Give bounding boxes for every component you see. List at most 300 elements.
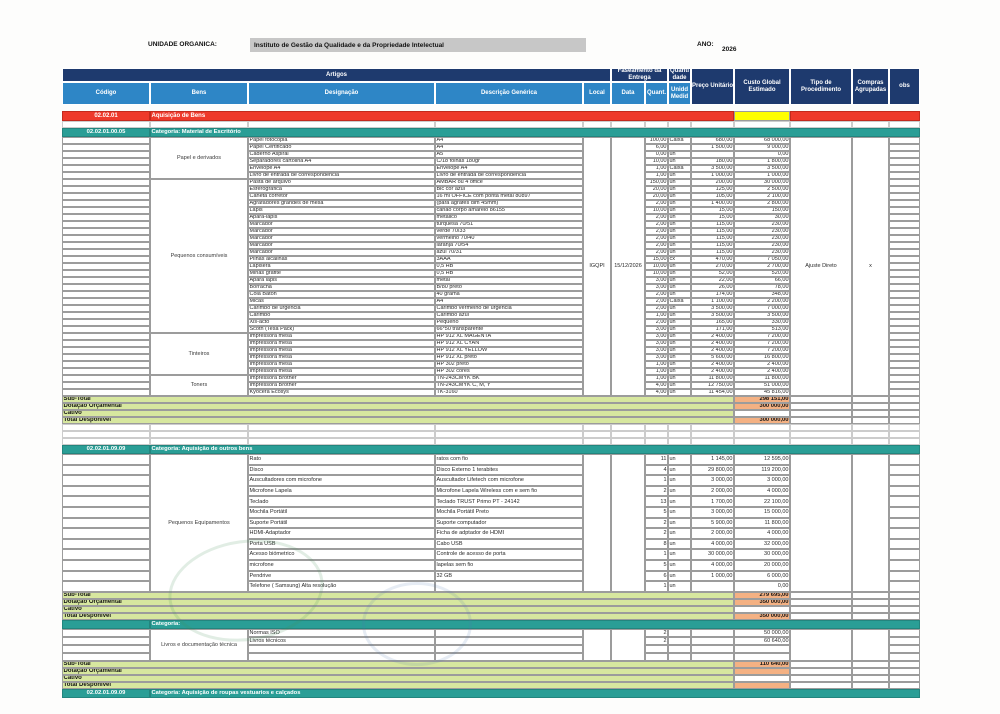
cell-descricao: 3AAA xyxy=(435,256,583,263)
cell-custo-global: 2 400,00 xyxy=(734,368,790,375)
cell-codigo xyxy=(62,637,150,645)
cell-obs xyxy=(889,151,920,158)
cell-codigo xyxy=(62,221,150,228)
cell-unidade-medida: Caixa xyxy=(668,298,691,305)
empty-cell xyxy=(150,438,248,445)
cell-descricao: Envelope A4 xyxy=(435,165,583,172)
cell-codigo xyxy=(62,368,150,375)
cell-designacao: Marcador xyxy=(248,235,435,242)
cell-designacao: Normas ISO xyxy=(248,629,435,637)
cell-unidade-medida: un xyxy=(668,454,691,465)
cell-custo-global: 22 100,00 xyxy=(734,496,790,507)
cell-quant: 2,00 xyxy=(645,235,668,242)
cell-custo-global: 7 000,00 xyxy=(734,305,790,312)
cell-preco-unitario: 2 000,00 xyxy=(691,486,734,497)
cell-custo-global: 7 200,00 xyxy=(734,333,790,340)
empty-cell xyxy=(668,424,691,431)
total-row-value: 300 000,00 xyxy=(734,417,790,424)
empty-cell xyxy=(852,613,889,620)
section-code: 02.02.01.09.09 xyxy=(62,445,150,454)
cell-compras-agrupadas xyxy=(852,629,889,661)
empty-cell xyxy=(691,431,734,438)
cell-descricao: Bic cor azul xyxy=(435,186,583,193)
cell-unidade-medida: un xyxy=(668,305,691,312)
cell-unidade-medida: un xyxy=(668,200,691,207)
cell-custo-global: 3 500,00 xyxy=(734,165,790,172)
cell-preco-unitario: 52,00 xyxy=(691,270,734,277)
cell-codigo xyxy=(62,305,150,312)
cell-custo-global: 150,00 xyxy=(734,207,790,214)
cell-designacao: Pasta de arquivo xyxy=(248,179,435,186)
cell-preco-unitario: 1 000,00 xyxy=(691,571,734,582)
section-code xyxy=(62,620,150,629)
cell-unidade-medida: un xyxy=(668,228,691,235)
cell-codigo xyxy=(62,347,150,354)
cell-unidade-medida: un xyxy=(668,518,691,529)
empty-cell xyxy=(790,606,852,613)
empty-cell xyxy=(790,661,852,668)
cell-unidade-medida: un xyxy=(668,326,691,333)
cell-quant: 2,00 xyxy=(645,305,668,312)
cell-custo-global: 2 400,00 xyxy=(734,361,790,368)
empty-cell xyxy=(734,431,790,438)
cell-unidade-medida xyxy=(668,637,691,645)
cell-quant: 15,00 xyxy=(645,256,668,263)
header-data: Data xyxy=(611,82,645,105)
cell-obs xyxy=(889,186,920,193)
cell-preco-unitario: 1 100,00 xyxy=(691,298,734,305)
cell-codigo xyxy=(62,207,150,214)
cell-codigo xyxy=(62,653,150,661)
cell-codigo xyxy=(62,486,150,497)
cell-unidade-medida xyxy=(668,653,691,661)
cell-preco-unitario: 680,00 xyxy=(691,137,734,144)
cell-descricao: AMBAR ou 4 office xyxy=(435,179,583,186)
cell-unidade-medida: un xyxy=(668,475,691,486)
total-row-label: Sub-Total xyxy=(62,396,734,403)
total-row-label: Dotação Orçamental xyxy=(62,668,734,675)
empty-cell xyxy=(248,438,435,445)
cell-designacao: Impressora mesa xyxy=(248,347,435,354)
cell-obs xyxy=(889,629,920,637)
group-bens-label: Livros e documentação técnica xyxy=(150,629,248,661)
cell-tipo-procedimento xyxy=(790,629,852,661)
header-custo-global: Custo Global Estimado xyxy=(734,68,790,105)
cell-codigo xyxy=(62,389,150,396)
cell-codigo xyxy=(62,200,150,207)
total-row-value xyxy=(734,682,790,689)
aquisicao-de-bens-row xyxy=(62,111,920,121)
cell-designacao: microfone xyxy=(248,560,435,571)
cell-custo-global: 2 700,00 xyxy=(734,263,790,270)
cell-custo-global: 51 000,00 xyxy=(734,382,790,389)
cell-local: IGQPI xyxy=(583,137,611,396)
total-row-value: 300 000,00 xyxy=(734,403,790,410)
cell-descricao: vermelho 70/40 xyxy=(435,235,583,242)
group-bens-label: Tinteiros xyxy=(150,333,248,375)
cell-quant: 150,00 xyxy=(645,179,668,186)
header-preco-unitario: Preço Unitário xyxy=(691,68,734,105)
cell-descricao xyxy=(435,645,583,653)
cell-custo-global: 330,00 xyxy=(734,319,790,326)
empty-cell xyxy=(435,431,583,438)
root-filler-cell xyxy=(790,111,920,121)
cell-preco-unitario xyxy=(691,637,734,645)
cell-codigo xyxy=(62,496,150,507)
empty-cell xyxy=(790,592,852,599)
cell-obs xyxy=(889,382,920,389)
empty-cell xyxy=(790,121,852,128)
cell-custo-global: 3 000,00 xyxy=(734,475,790,486)
cell-designacao: Impressora mesa xyxy=(248,368,435,375)
cell-quant: 3,00 xyxy=(645,277,668,284)
cell-designacao: Apara lápis xyxy=(248,277,435,284)
cell-unidade-medida: un xyxy=(668,284,691,291)
cell-custo-global xyxy=(734,653,790,661)
empty-cell xyxy=(852,424,889,431)
cell-unidade-medida: un xyxy=(668,354,691,361)
cell-preco-unitario: 1 700,00 xyxy=(691,496,734,507)
empty-cell xyxy=(62,431,150,438)
cell-codigo xyxy=(62,454,150,465)
empty-cell xyxy=(790,417,852,424)
cell-preco-unitario: 11 454,00 xyxy=(691,389,734,396)
cell-quant: 10,00 xyxy=(645,158,668,165)
section-items xyxy=(62,454,920,592)
empty-cell xyxy=(852,121,889,128)
cell-custo-global: 230,00 xyxy=(734,249,790,256)
group-bens-label: Pequenos consumíveis xyxy=(150,179,248,333)
cell-designacao: Lapisera xyxy=(248,263,435,270)
total-row-label: Cativo xyxy=(62,606,734,613)
cell-unidade-medida: un xyxy=(668,277,691,284)
cell-designacao: Separadores cartolina A4 xyxy=(248,158,435,165)
cell-preco-unitario: 180,00 xyxy=(691,158,734,165)
footer-section-title: Categoria: Aquisição de roupas vestuarios e calçados xyxy=(150,689,920,698)
empty-cell xyxy=(435,121,583,128)
cell-custo-global: 78,00 xyxy=(734,284,790,291)
cell-codigo xyxy=(62,382,150,389)
table-row xyxy=(62,606,920,613)
header-descricao-generica: Descrição Genérica xyxy=(435,82,583,105)
cell-custo-global xyxy=(734,645,790,653)
empty-cell xyxy=(645,438,668,445)
empty-cell xyxy=(852,682,889,689)
cell-preco-unitario: 5 600,00 xyxy=(691,354,734,361)
cell-designacao: Telefone ( Samsung) Alta resolução xyxy=(248,581,435,592)
cell-quant: 2,00 xyxy=(645,221,668,228)
total-row-label: Total Desponivel xyxy=(62,682,734,689)
cell-designacao: Impressora mesa xyxy=(248,361,435,368)
cell-codigo xyxy=(62,475,150,486)
cell-obs xyxy=(889,221,920,228)
cell-codigo xyxy=(62,249,150,256)
empty-cell xyxy=(790,668,852,675)
total-row-value xyxy=(734,675,790,682)
cell-preco-unitario: 3 500,00 xyxy=(691,305,734,312)
cell-preco-unitario: 15,00 xyxy=(691,207,734,214)
cell-preco-unitario xyxy=(691,151,734,158)
cell-descricao: canão corpo amarelo 86155 xyxy=(435,207,583,214)
empty-cell xyxy=(790,424,852,431)
cell-quant: 10,00 xyxy=(645,263,668,270)
cell-descricao: metálico xyxy=(435,214,583,221)
cell-codigo xyxy=(62,465,150,476)
cell-descricao: 0,5 HB xyxy=(435,270,583,277)
cell-quant: 2,00 xyxy=(645,298,668,305)
cell-obs xyxy=(889,193,920,200)
cell-descricao: A4 xyxy=(435,144,583,151)
cell-quant: 2,00 xyxy=(645,228,668,235)
cell-descricao: Cabo USB xyxy=(435,539,583,550)
cell-obs xyxy=(889,200,920,207)
empty-cell xyxy=(889,438,920,445)
cell-obs xyxy=(889,518,920,529)
cell-designacao: Impressora mesa xyxy=(248,340,435,347)
cell-quant: 10,00 xyxy=(645,207,668,214)
group-bens-label: Papel e derivados xyxy=(150,137,248,179)
cell-obs xyxy=(889,465,920,476)
ano-label: ANO: xyxy=(697,41,714,48)
cell-codigo xyxy=(62,629,150,637)
cell-obs xyxy=(889,389,920,396)
cell-designacao: Mochila Portátil xyxy=(248,507,435,518)
empty-cell xyxy=(852,431,889,438)
cell-custo-global: 30 000,00 xyxy=(734,179,790,186)
cell-descricao: TK-3160 xyxy=(435,389,583,396)
cell-quant: 1,00 xyxy=(645,361,668,368)
cell-obs xyxy=(889,277,920,284)
cell-custo-global: 30,00 xyxy=(734,214,790,221)
cell-descricao xyxy=(435,629,583,637)
cell-descricao: Pequeno xyxy=(435,319,583,326)
header-quant: Quant. xyxy=(645,82,668,105)
cell-descricao: A4 xyxy=(435,298,583,305)
cell-custo-global: 16 800,00 xyxy=(734,354,790,361)
cell-preco-unitario: 12 750,00 xyxy=(691,382,734,389)
cell-descricao: HP 302 preto xyxy=(435,361,583,368)
cell-unidade-medida: un xyxy=(668,221,691,228)
cell-designacao: Disco xyxy=(248,465,435,476)
cell-obs xyxy=(889,475,920,486)
cell-descricao: Auscultador Lifetech com microfone xyxy=(435,475,583,486)
cell-descricao: A5 xyxy=(435,151,583,158)
cell-quant: 2 xyxy=(645,637,668,645)
cell-preco-unitario: 2 000,00 xyxy=(691,528,734,539)
empty-cell xyxy=(150,431,248,438)
cell-obs xyxy=(889,354,920,361)
cell-quant: 5 xyxy=(645,560,668,571)
header-compras-agrupadas: Compras Agrupadas xyxy=(852,68,889,105)
cell-preco-unitario: 1 145,00 xyxy=(691,454,734,465)
cell-preco-unitario: 115,00 xyxy=(691,249,734,256)
cell-unidade-medida: un xyxy=(668,389,691,396)
cell-unidade-medida: un xyxy=(668,465,691,476)
empty-cell xyxy=(691,438,734,445)
cell-quant: 2 xyxy=(645,528,668,539)
cell-preco-unitario: 22,00 xyxy=(691,277,734,284)
cell-preco-unitario: 4 000,00 xyxy=(691,539,734,550)
cell-codigo xyxy=(62,165,150,172)
cell-descricao: metal xyxy=(435,277,583,284)
cell-designacao: HDMI-Adaptador xyxy=(248,528,435,539)
empty-cell xyxy=(611,431,645,438)
cell-custo-global: 7 200,00 xyxy=(734,340,790,347)
cell-codigo xyxy=(62,228,150,235)
cell-unidade-medida: Caixa xyxy=(668,165,691,172)
cell-descricao: 32 GB xyxy=(435,571,583,582)
cell-preco-unitario: 2 400,00 xyxy=(691,347,734,354)
cell-designacao: Caderno Aspiral xyxy=(248,151,435,158)
header-tipo-procedimento: Tipo de Procedimento xyxy=(790,68,852,105)
cell-custo-global: 119 200,00 xyxy=(734,465,790,476)
cell-custo-global: 30 000,00 xyxy=(734,549,790,560)
cell-designacao xyxy=(248,653,435,661)
total-row-value xyxy=(734,606,790,613)
cell-obs xyxy=(889,284,920,291)
cell-descricao: Mochila Portátil Preto xyxy=(435,507,583,518)
cell-custo-global: 50 000,00 xyxy=(734,629,790,637)
table-row xyxy=(62,682,920,689)
empty-cell xyxy=(889,606,920,613)
empty-cell xyxy=(852,668,889,675)
cell-quant: 8 xyxy=(645,539,668,550)
cell-unidade-medida: Caixa xyxy=(668,137,691,144)
cell-unidade-medida: un xyxy=(668,270,691,277)
cell-quant xyxy=(645,653,668,661)
cell-unidade-medida: un xyxy=(668,193,691,200)
cell-codigo xyxy=(62,144,150,151)
cell-descricao: HP 912 XL CYAN xyxy=(435,340,583,347)
cell-obs xyxy=(889,172,920,179)
table-row xyxy=(62,396,920,403)
cell-obs xyxy=(889,137,920,144)
cell-preco-unitario: 11 800,00 xyxy=(691,375,734,382)
cell-obs xyxy=(889,507,920,518)
unidade-organica-value: Instituto de Gestão da Qualidade e da Propriedade Intelectual xyxy=(254,41,444,49)
empty-cell xyxy=(889,403,920,410)
cell-descricao: Microfone Lapela Wireless com e sem fio xyxy=(435,486,583,497)
cell-descricao: HP 912 XL YELLOW xyxy=(435,347,583,354)
total-row-label: Total Desponivel xyxy=(62,613,734,620)
cell-custo-global: 60 640,00 xyxy=(734,637,790,645)
cell-obs xyxy=(889,347,920,354)
cell-descricao: 40 grama xyxy=(435,291,583,298)
cell-preco-unitario: 171,00 xyxy=(691,326,734,333)
section-title: Categoria: Material de Escritório xyxy=(150,128,920,137)
cell-unidade-medida: un xyxy=(668,539,691,550)
cell-designacao: Livro de entrada de correspondência xyxy=(248,172,435,179)
cell-obs xyxy=(889,165,920,172)
cell-quant: 3,00 xyxy=(645,340,668,347)
cell-designacao: Teclado xyxy=(248,496,435,507)
group-bens-label: Pequenos Equipamentos xyxy=(150,454,248,592)
empty-cell xyxy=(668,121,691,128)
cell-codigo xyxy=(62,179,150,186)
empty-cell xyxy=(889,410,920,417)
empty-cell xyxy=(611,438,645,445)
empty-cell xyxy=(790,599,852,606)
cell-unidade-medida: un xyxy=(668,158,691,165)
cell-preco-unitario: 3 000,00 xyxy=(691,507,734,518)
empty-cell xyxy=(852,396,889,403)
empty-cell xyxy=(62,438,150,445)
cell-descricao: HP 912 XL MAGENTA xyxy=(435,333,583,340)
empty-cell xyxy=(790,396,852,403)
empty-cell xyxy=(889,675,920,682)
cell-designacao: Xis-acto xyxy=(248,319,435,326)
empty-cell xyxy=(889,396,920,403)
cell-designacao: Esferografica xyxy=(248,186,435,193)
cell-designacao: Auscultadores com microfone xyxy=(248,475,435,486)
cell-codigo xyxy=(62,256,150,263)
cell-descricao xyxy=(435,637,583,645)
cell-preco-unitario: 270,00 xyxy=(691,263,734,270)
cell-designacao: Impressora Brother xyxy=(248,382,435,389)
cell-quant: 3,00 xyxy=(645,347,668,354)
cell-designacao: Apara-lápis xyxy=(248,214,435,221)
cell-custo-global: 230,00 xyxy=(734,235,790,242)
cell-designacao: Papel fotocópia xyxy=(248,137,435,144)
cell-codigo xyxy=(62,284,150,291)
cell-designacao: Acesso biómetrico xyxy=(248,549,435,560)
cell-designacao: Livros técnicos xyxy=(248,637,435,645)
empty-cell xyxy=(889,417,920,424)
cell-unidade-medida: un xyxy=(668,486,691,497)
cell-descricao: laranja 70/54 xyxy=(435,242,583,249)
cell-designacao: Marcador xyxy=(248,221,435,228)
cell-designacao: Cola Baton xyxy=(248,291,435,298)
cell-designacao: Carimbo de urgencia xyxy=(248,305,435,312)
cell-custo-global: 11 800,00 xyxy=(734,518,790,529)
cell-preco-unitario: 115,00 xyxy=(691,228,734,235)
cell-designacao: Impressora Brother xyxy=(248,375,435,382)
cell-custo-global: 1 000,00 xyxy=(734,172,790,179)
cell-designacao: Carimbo xyxy=(248,312,435,319)
empty-cell xyxy=(668,431,691,438)
cell-codigo xyxy=(62,186,150,193)
empty-cell xyxy=(889,599,920,606)
empty-cell xyxy=(852,599,889,606)
cell-preco-unitario: 3 500,00 xyxy=(691,165,734,172)
cell-designacao: Envelope A4 xyxy=(248,165,435,172)
cell-data-entrega xyxy=(611,454,645,592)
cell-preco-unitario: 174,00 xyxy=(691,291,734,298)
empty-cell xyxy=(611,424,645,431)
cell-codigo xyxy=(62,319,150,326)
section-items xyxy=(62,629,920,661)
table-header xyxy=(62,68,920,105)
root-label: Aquisição de Bens xyxy=(150,111,734,121)
cell-designacao: Porta USB xyxy=(248,539,435,550)
cell-obs xyxy=(889,242,920,249)
cell-obs xyxy=(889,263,920,270)
cell-designacao: Pendrive xyxy=(248,571,435,582)
empty-cell xyxy=(852,410,889,417)
empty-cell xyxy=(889,682,920,689)
empty-cell xyxy=(790,682,852,689)
cell-preco-unitario: 3 000,00 xyxy=(691,475,734,486)
total-row-value: 298 151,00 xyxy=(734,396,790,403)
cell-quant: 2,00 xyxy=(645,249,668,256)
cell-descricao: Carimbo azul xyxy=(435,312,583,319)
cell-quant: 4,00 xyxy=(645,389,668,396)
cell-codigo xyxy=(62,193,150,200)
cell-custo-global: 520,00 xyxy=(734,270,790,277)
cell-custo-global: 7 050,00 xyxy=(734,256,790,263)
cell-preco-unitario: 165,00 xyxy=(691,319,734,326)
cell-designacao: Minas grafite xyxy=(248,270,435,277)
